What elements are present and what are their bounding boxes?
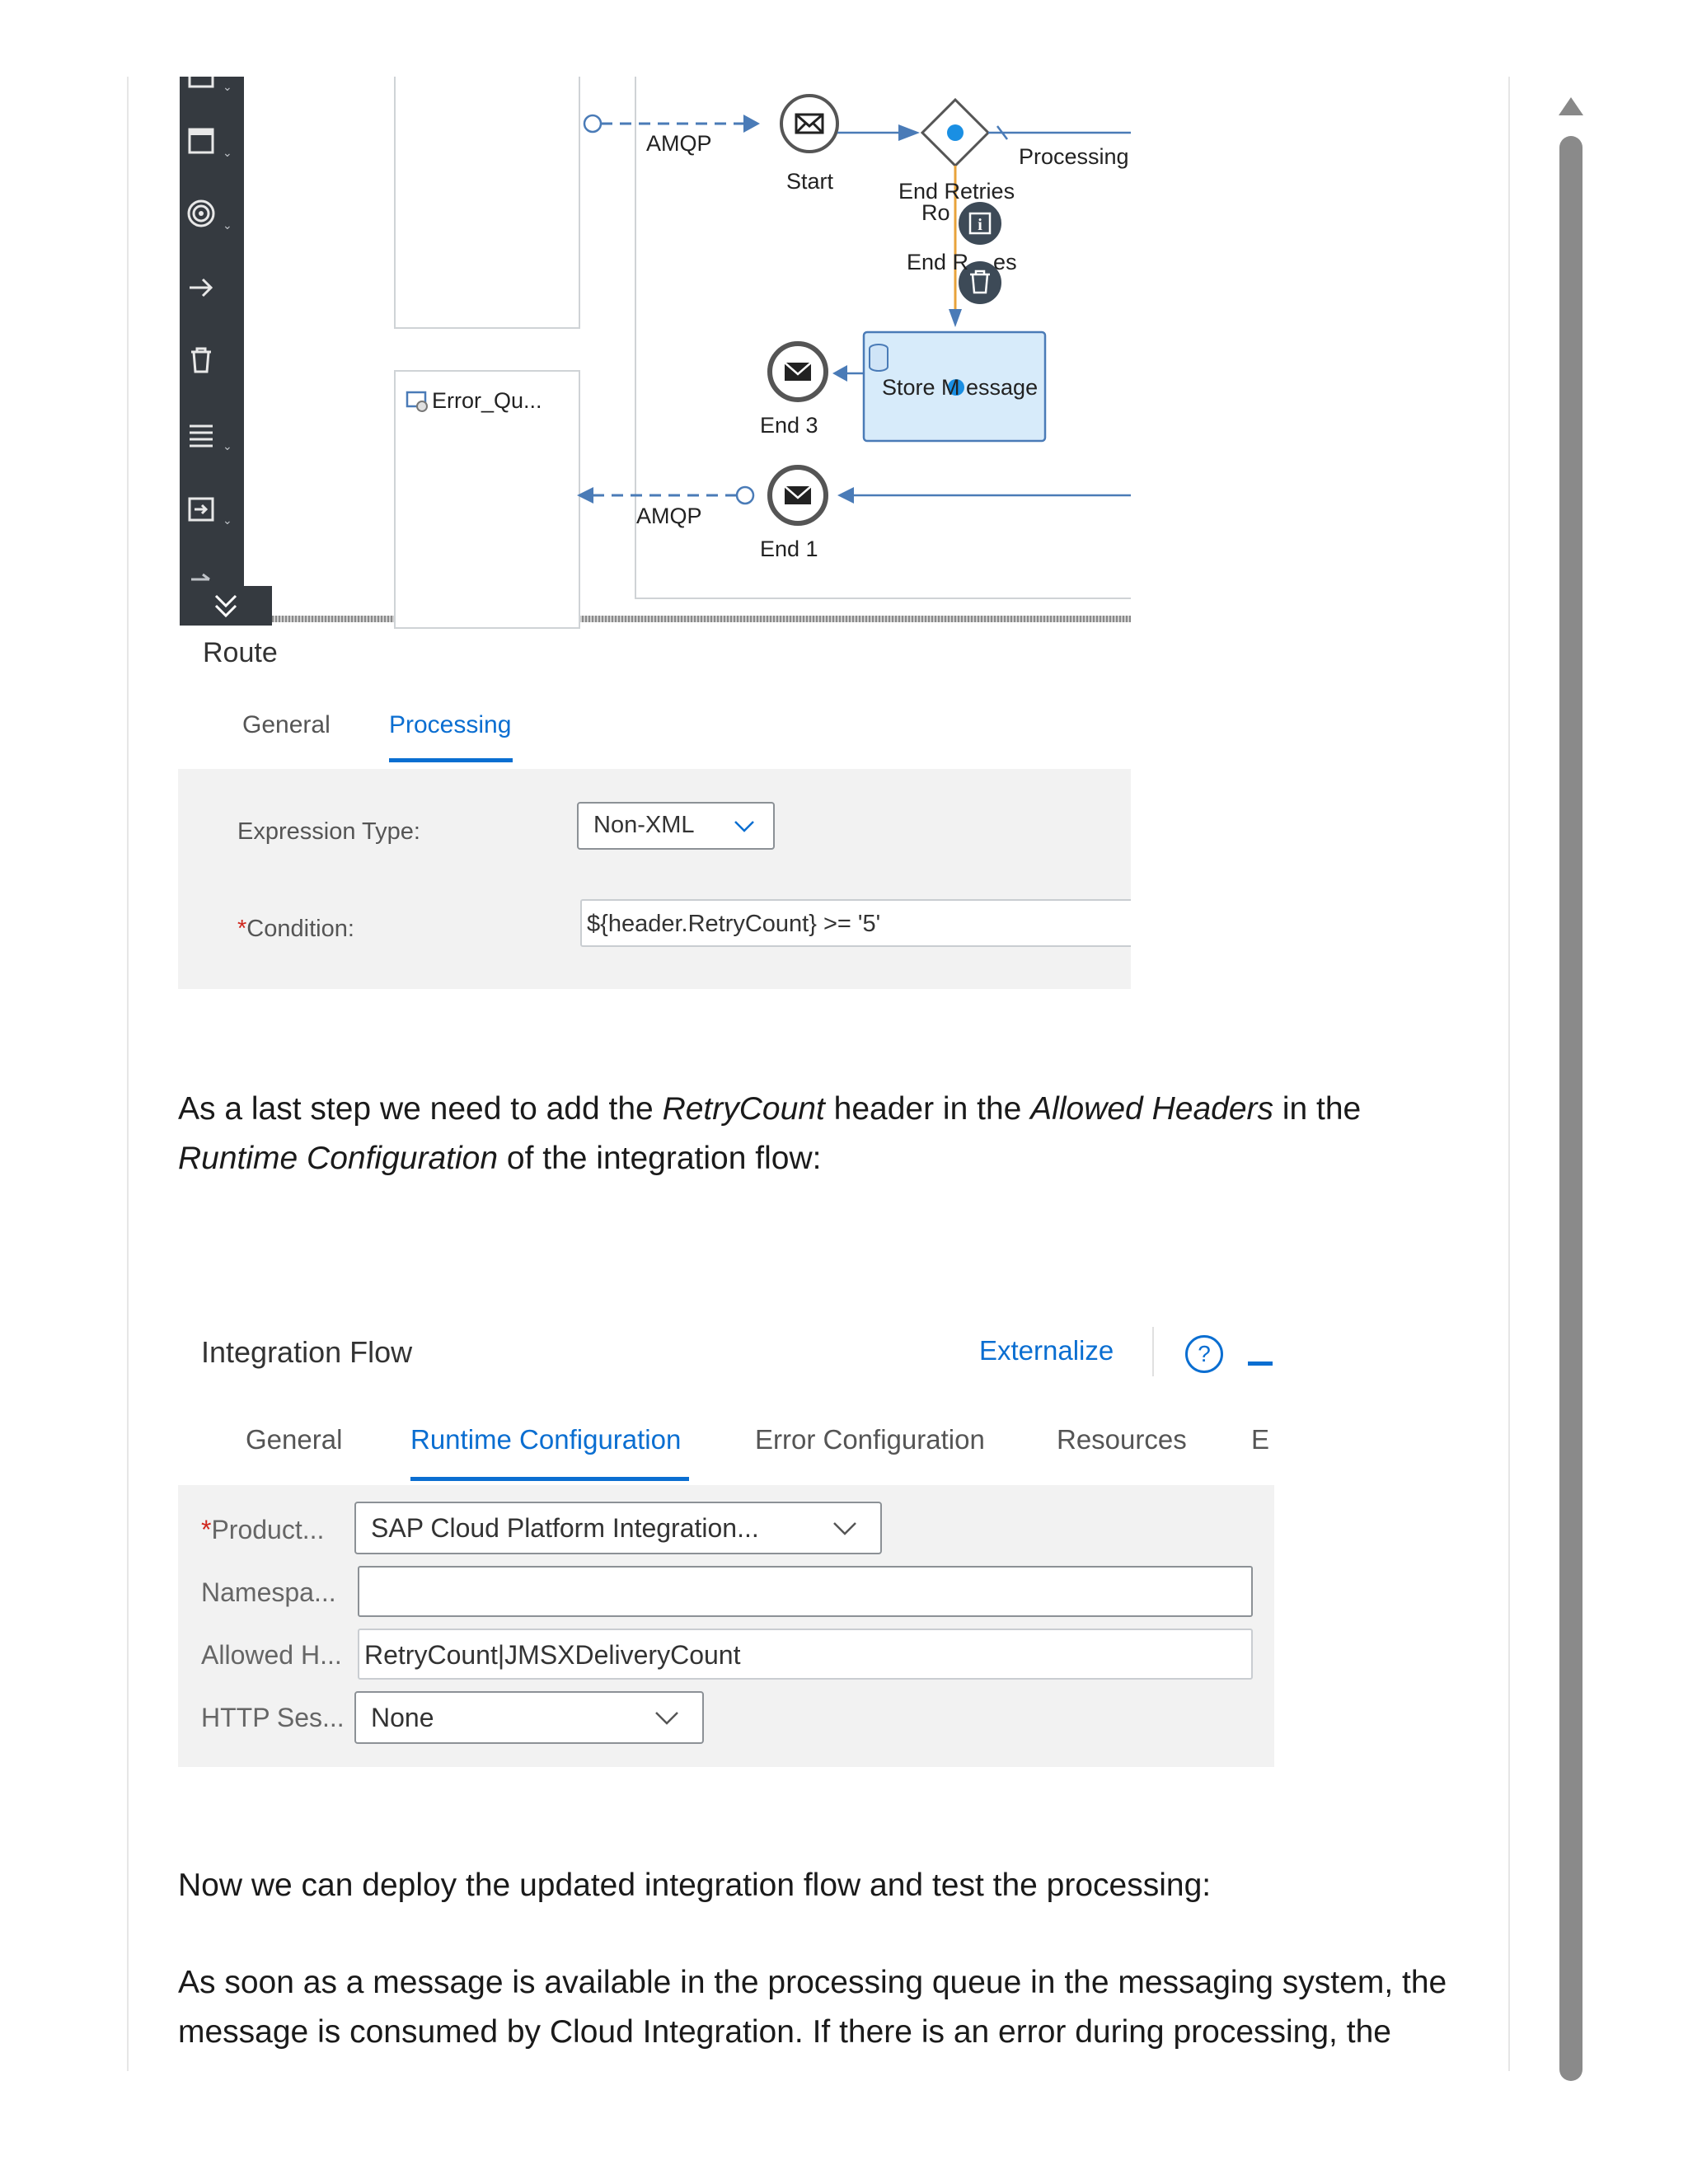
palette-call-tool[interactable]: ⌄	[180, 477, 244, 541]
allowed-headers-input[interactable]	[358, 1629, 1253, 1680]
externalize-button[interactable]: Externalize	[979, 1335, 1114, 1366]
datastore-icon	[870, 344, 888, 371]
http-session-value: None	[371, 1703, 434, 1732]
tab-general[interactable]: General	[246, 1424, 343, 1455]
route-label-fragment: Ro	[921, 200, 950, 225]
http-session-label: HTTP Ses...	[201, 1703, 345, 1732]
tab-resources[interactable]: Resources	[1057, 1424, 1187, 1455]
active-tab-underline	[410, 1477, 689, 1481]
start-label: Start	[786, 169, 834, 194]
end-retries-label: End Retries	[898, 179, 1015, 204]
product-profile-label: *Product...	[201, 1515, 325, 1544]
tab-processing[interactable]: Processing	[389, 711, 512, 738]
paragraph-allowed-headers	[178, 1085, 1361, 1183]
minimize-icon[interactable]	[1248, 1361, 1273, 1366]
message-flow-source-dot	[584, 115, 601, 132]
palette-events-tool[interactable]: ⌄	[180, 182, 244, 246]
svg-text:i: i	[978, 216, 982, 234]
required-asterisk: *	[237, 916, 247, 942]
palette-process-tool[interactable]: ⌄	[180, 110, 244, 174]
help-icon[interactable]: ?	[1185, 1335, 1223, 1373]
http-session-select[interactable]	[354, 1691, 704, 1744]
runtime-configuration-form	[178, 1485, 1274, 1767]
end-retries-label-2: End R es	[907, 250, 1017, 274]
processing-route-label: Processing	[1019, 144, 1129, 169]
condition-value: ${header.RetryCount} >= '5'	[587, 911, 881, 937]
paragraph-processing-line-2: message is consumed by Cloud Integration. If there is an error during processing, the	[178, 2014, 1391, 2050]
expression-type-value: Non-XML	[593, 812, 695, 838]
scrollbar-thumb[interactable]	[1559, 136, 1582, 2081]
chevron-down-icon	[654, 1711, 679, 1726]
condition-label: *Condition:	[237, 916, 354, 942]
allowed-headers-label: Allowed H...	[201, 1640, 342, 1670]
route-panel-title: Route	[203, 637, 278, 668]
article-card-left-border	[127, 77, 129, 2071]
error-queue-label: Error_Qu...	[432, 388, 542, 413]
route-tabs	[178, 687, 1131, 769]
required-asterisk: *	[201, 1515, 212, 1544]
article-card-right-border	[1508, 77, 1510, 2071]
paragraph-line-1: As a last step we need to add the RetryCount header in the Allowed Headers in the	[178, 1091, 1362, 1127]
chevron-down-icon	[734, 820, 755, 833]
store-message-label: Store M essage	[882, 375, 1039, 400]
info-context-button	[958, 201, 1002, 246]
end3-label: End 3	[760, 413, 818, 438]
header-divider	[1152, 1327, 1154, 1376]
condition-input[interactable]	[580, 899, 1131, 947]
scroll-up-arrow-icon[interactable]	[1559, 97, 1583, 115]
paragraph-processing-line-1: As soon as a message is available in the processing queue in the messaging system, the	[178, 1965, 1447, 2000]
route-screenshot	[178, 77, 1131, 989]
chevron-down-icon	[832, 1521, 857, 1536]
end1-label: End 1	[760, 537, 818, 561]
integration-flow-title: Integration Flow	[201, 1335, 413, 1369]
tab-error-configuration[interactable]: Error Configuration	[755, 1424, 985, 1455]
route-properties-form	[178, 769, 1131, 989]
tab-general[interactable]: General	[242, 711, 331, 738]
tab-more[interactable]: E	[1251, 1424, 1270, 1455]
router-selected-dot	[947, 124, 964, 141]
tab-runtime-configuration[interactable]: Runtime Configuration	[410, 1424, 682, 1455]
palette-participant-tool[interactable]: ⌄	[180, 77, 244, 108]
expression-type-label: Expression Type:	[237, 818, 420, 845]
amqp-top-label: AMQP	[646, 131, 712, 156]
amqp-bottom-label: AMQP	[636, 504, 702, 528]
namespace-mapping-input[interactable]	[358, 1566, 1253, 1617]
paragraph-deploy: Now we can deploy the updated integration flow and test the processing:	[178, 1868, 1212, 1903]
product-profile-value: SAP Cloud Platform Integration...	[371, 1513, 759, 1543]
namespace-mapping-label: Namespa...	[201, 1577, 336, 1607]
process-diagram	[178, 77, 1131, 637]
integration-flow-screenshot	[178, 1319, 1274, 1772]
active-tab-underline	[389, 758, 513, 762]
amqp-sender-arrowhead	[743, 115, 760, 133]
expression-type-select[interactable]	[577, 802, 775, 850]
allowed-headers-value: RetryCount|JMSXDeliveryCount	[364, 1640, 741, 1670]
palette-mapping-tool[interactable]: ⌄	[180, 403, 244, 467]
paragraph-line-2: Runtime Configuration of the integration flow:	[178, 1141, 822, 1176]
product-profile-select[interactable]	[354, 1502, 882, 1554]
